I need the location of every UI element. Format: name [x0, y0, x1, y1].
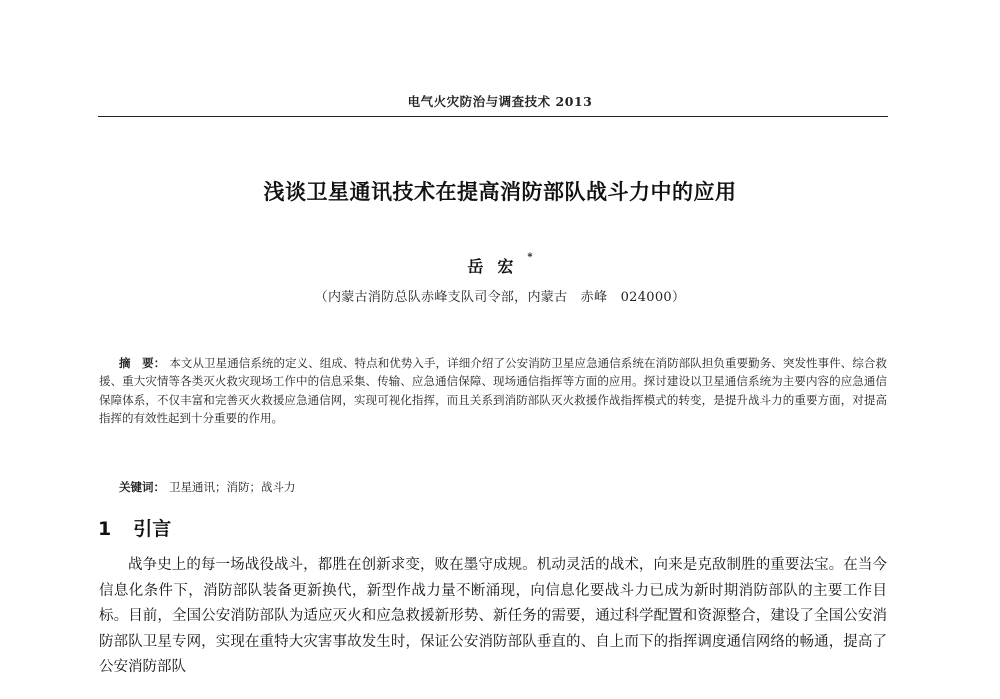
- abstract-label: 摘 要：: [119, 356, 166, 370]
- abstract: [99, 354, 887, 427]
- keywords: [99, 479, 887, 495]
- article-title: 浅谈卫星通讯技术在提高消防部队战斗力中的应用: [263, 180, 737, 204]
- running-header: 电气火灾防治与调查技术 2013: [407, 94, 593, 109]
- section-title: 引言: [133, 518, 172, 540]
- header-divider: [98, 116, 888, 117]
- section-heading: [98, 514, 171, 541]
- author-line: [0, 251, 1000, 277]
- author-footnote-mark: *: [527, 251, 533, 263]
- author-name: 岳宏: [467, 257, 528, 276]
- abstract-text: 本文从卫星通信系统的定义、组成、特点和优势入手，详细介绍了公安消防卫星应急通信系统在消防部队担负重要勤务、突发性事件、综合救援、重大灾情等各类灭火救灾现场工作中的信息采集、传输、应急通信保障、现场通信指挥等方面的应用。探讨建设以卫星通信系统为主要内容的应急通信保障体系，不仅丰富和完善灭火救援应急通信网，实现可视化指挥，而且关系到消防部队灭火救援作战指挥模式的转变，是提升战斗力的重要方面，对提高指挥的有效性起到十分重要的作用。: [99, 356, 887, 425]
- body-paragraph: 战争史上的每一场战役战斗，都胜在创新求变，败在墨守成规。机动灵活的战术，向来是克敌制胜的重要法宝。在当今信息化条件下，消防部队装备更新换代，新型作战力量不断涌现，向信息化要战斗力已成为新时期消防部队的主要工作目标。目前，全国公安消防部队为适应灭火和应急救援新形势、新任务的需要，通过科学配置和资源整合，建设了全国公安消防部队卫星专网，实现在重特大灾害事故发生时，保证公安消防部队垂直的、自上而下的指挥调度通信网络的畅通，提高了公安消防部队: [99, 557, 887, 676]
- section-number: 1: [98, 518, 112, 540]
- keywords-text: 卫星通讯；消防；战斗力: [169, 480, 296, 494]
- keywords-label: 关键词：: [119, 480, 165, 494]
- author-affiliation: （内蒙古消防总队赤峰支队司令部，内蒙古 赤峰 024000）: [314, 290, 686, 305]
